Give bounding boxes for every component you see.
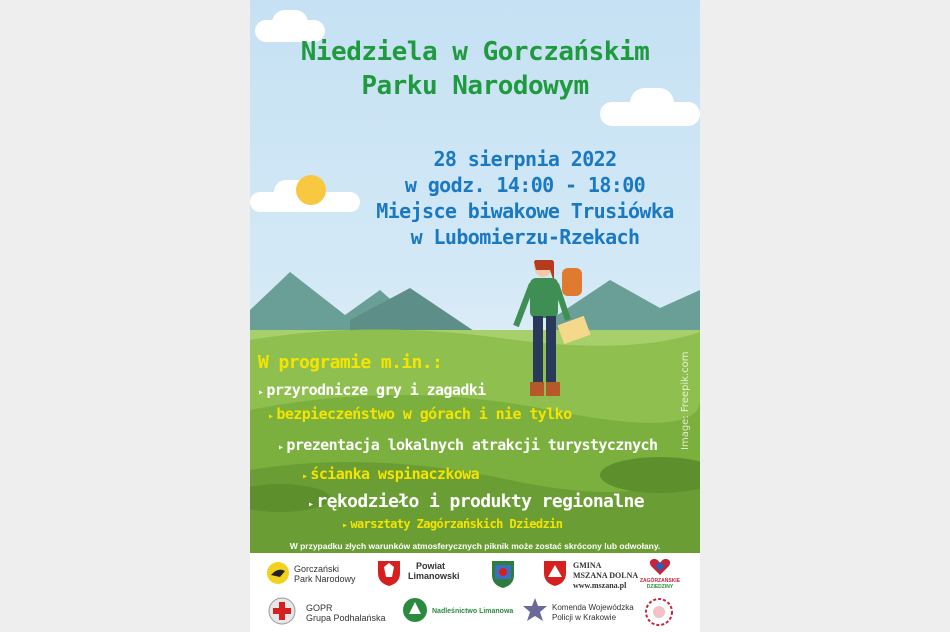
bullet-triangle-icon: ▸ [268,411,274,422]
image-credit: Image: Freepik.com [680,351,691,450]
gopr-line2: Grupa Podhalańska [306,613,386,623]
gpn-logo-icon [266,561,290,585]
event-poster [250,0,700,632]
gmina-line2: MSZANA DOLNA [573,571,639,580]
program-item-label: prezentacja lokalnych atrakcji turystycznych [286,436,658,454]
zagorzanskie-logo-icon [648,557,672,577]
program-item-label: bezpieczeństwo w górach i nie tylko [276,405,572,423]
sponsor-logos [250,553,700,632]
bullet-triangle-icon: ▸ [258,387,264,398]
program-item [308,491,644,512]
bullet-triangle-icon: ▸ [278,442,284,453]
zagorzanskie-line1: ZAGÓRZAŃSKIE [640,578,680,584]
gpn-line2: Park Narodowy [294,574,356,584]
program-item [342,517,562,531]
nadlesnictwo-label: Nadleśnictwo Limanowa [432,608,514,615]
program-item [258,381,486,399]
gopr-label [306,603,386,623]
gpn-label [294,564,356,584]
program-item [278,436,657,454]
program-item [302,465,479,483]
gmina-url: www.mszana.pl [573,581,627,590]
poster-title-line2: Parku Narodowym [361,71,589,101]
program-item-label: rękodzieło i produkty regionalne [316,491,645,512]
zagorzanskie-line2: DZIEDZINY [646,584,674,590]
powiat-label [408,561,460,581]
policja-label [552,603,634,623]
program-item-label: przyrodnicze gry i zagadki [266,381,486,399]
cloud-top-left-puff [272,10,308,36]
nadlesnictwo-logo-icon [402,597,428,623]
wreath-logo-icon [644,597,674,627]
powiat-crest-icon [376,559,402,587]
zagorzanskie-label [636,578,684,590]
gmina-crest-icon [542,559,568,587]
event-date: 28 sierpnia 2022 [433,147,617,171]
program-item-label: warsztaty Zagórzańskich Dziedzin [350,517,563,531]
policja-line2: Policji w Krakowie [552,613,617,622]
powiat-line2: Limanowski [408,571,460,581]
gopr-line1: GOPR [306,603,333,613]
program-item-label: ścianka wspinaczkowa [310,465,480,483]
event-town: w Lubomierzu-Rzekach [410,225,640,249]
policja-line1: Komenda Wojewódzka [552,603,634,612]
gopr-logo-icon [268,597,296,625]
gmina-line1: GMINA [573,561,602,570]
bullet-triangle-icon: ▸ [308,499,314,510]
gpn-line1: Gorczański [294,564,340,574]
sun-icon [296,175,326,205]
bullet-triangle-icon: ▸ [302,471,308,482]
policja-star-icon [522,597,548,623]
event-time: w godz. 14:00 - 18:00 [404,173,646,197]
gmina-label [573,561,638,591]
poster-title-line1: Niedziela w Gorczańskim [300,37,650,67]
powiat-line1: Powiat [416,561,446,571]
event-place: Miejsce biwakowe Trusiówka [376,199,674,223]
program-item [268,405,572,423]
program-heading: W programie m.in.: [258,352,443,373]
weather-note: W przypadku złych warunków atmosferycznych piknik może zostać skrócony lub odwołany. [289,541,661,551]
region-crest-icon [490,557,516,589]
bullet-triangle-icon: ▸ [342,520,348,531]
